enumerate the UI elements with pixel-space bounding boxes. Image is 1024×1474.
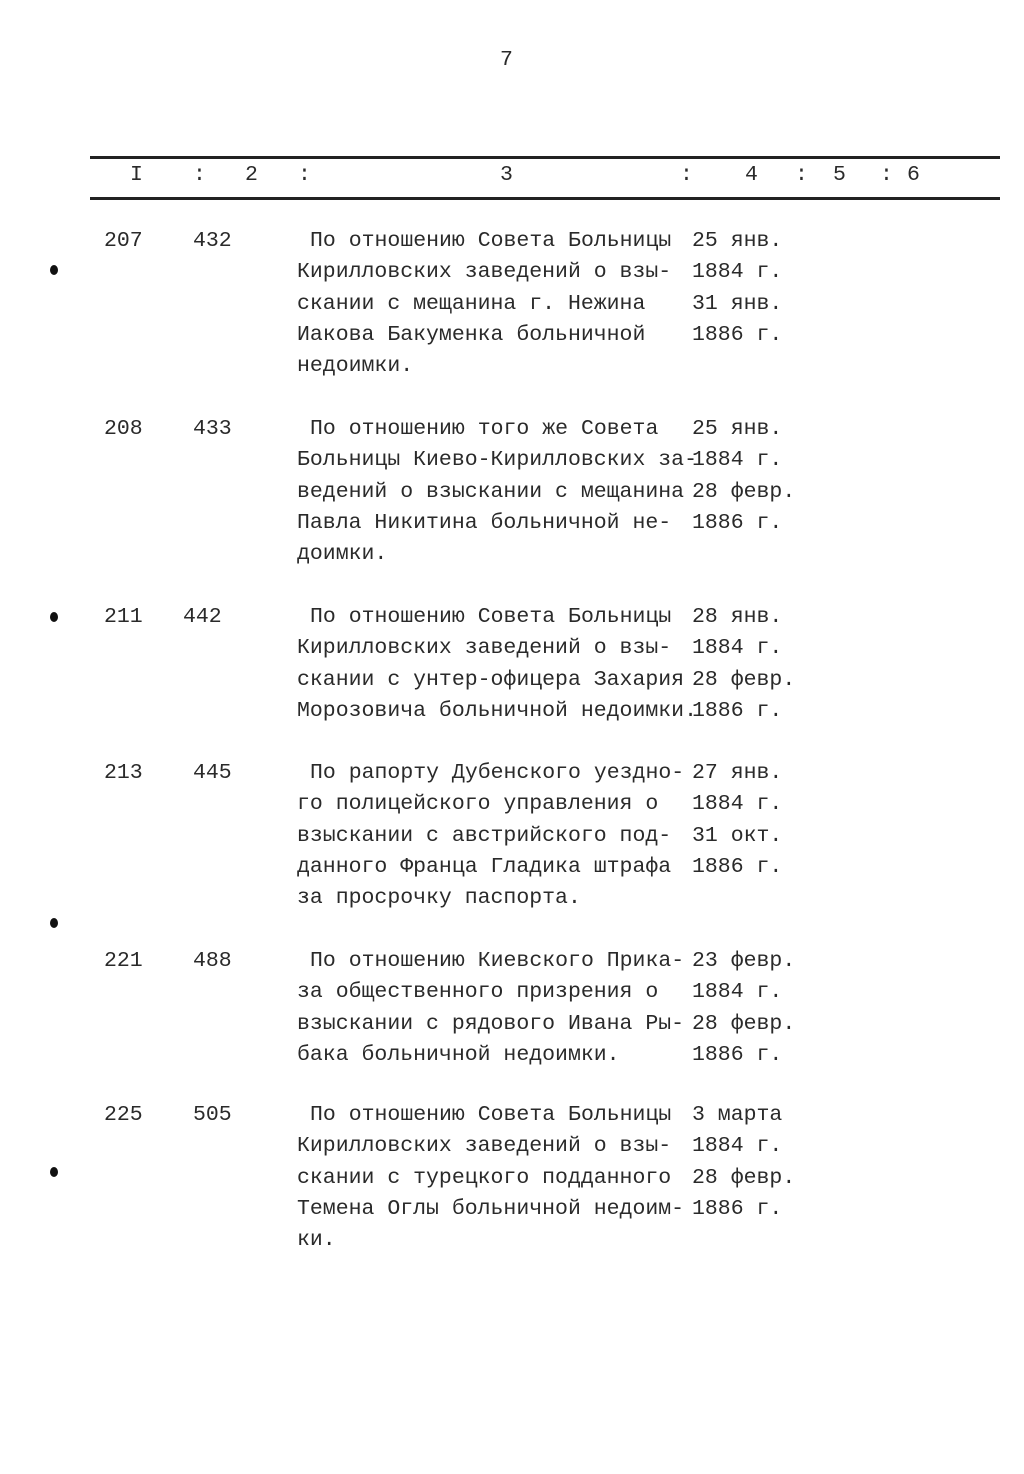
date-line: 23 февр. xyxy=(692,949,796,973)
description-line: Кирилловских заведений о взы- xyxy=(297,260,672,285)
header-bottom-rule xyxy=(90,197,1000,200)
entry-description xyxy=(297,1100,684,1256)
header-col4: 4 xyxy=(745,163,758,187)
header-sep: : xyxy=(680,163,693,187)
document-number: 432 xyxy=(193,229,232,253)
entry-number: 208 xyxy=(104,417,143,441)
header-sep: : xyxy=(298,163,311,187)
description-line: По отношению Киевского Прика- xyxy=(310,949,685,973)
description-line: за общественного призрения о xyxy=(297,980,659,1005)
header-col6: 6 xyxy=(907,163,920,187)
header-sep: : xyxy=(193,163,206,187)
description-line: По рапорту Дубенского уездно- xyxy=(310,761,685,785)
description-line: Темена Оглы больничной недоим- xyxy=(297,1196,685,1221)
header-col5: 5 xyxy=(833,163,846,187)
entry-description xyxy=(297,758,684,914)
entry-dates xyxy=(692,226,782,351)
date-line: 1886 г. xyxy=(692,1196,783,1221)
entry-number: 211 xyxy=(104,605,143,629)
description-line: По отношению того же Совета xyxy=(310,417,659,441)
document-number: 433 xyxy=(193,417,232,441)
entry-dates xyxy=(692,946,795,1071)
date-line: 1886 г. xyxy=(692,1042,783,1067)
header-col3: 3 xyxy=(500,163,513,187)
date-line: 31 янв. xyxy=(692,291,783,316)
date-line: 1884 г. xyxy=(692,448,783,473)
date-line: 28 янв. xyxy=(692,605,783,629)
date-line: 28 февр. xyxy=(692,479,796,504)
entry-description xyxy=(297,226,671,382)
date-line: 25 янв. xyxy=(692,229,783,253)
date-line: 1884 г. xyxy=(692,636,783,661)
description-line: Павла Никитина больничной не- xyxy=(297,510,672,535)
punch-hole-mark xyxy=(50,918,58,928)
description-line: Кирилловских заведений о взы- xyxy=(297,1134,672,1159)
entry-dates xyxy=(692,602,795,727)
entry-dates xyxy=(692,758,782,883)
description-line: скании с унтер-офицера Захария xyxy=(297,667,685,692)
header-col1: I xyxy=(130,163,143,187)
description-line: ведений о взыскании с мещанина xyxy=(297,479,685,504)
description-line: скании с мещанина г. Нежина xyxy=(297,291,646,316)
description-line: Кирилловских заведений о взы- xyxy=(297,636,672,661)
date-line: 28 февр. xyxy=(692,1011,796,1036)
document-number: 505 xyxy=(193,1103,232,1127)
entry-number: 207 xyxy=(104,229,143,253)
description-line: По отношению Совета Больницы xyxy=(310,229,672,253)
description-line: недоимки. xyxy=(297,354,414,379)
entry-number: 213 xyxy=(104,761,143,785)
description-line: Больницы Киево-Кирилловских за- xyxy=(297,448,697,473)
page-number: 7 xyxy=(500,48,513,72)
entry-description xyxy=(297,946,684,1071)
description-line: Иакова Бакуменка больничной xyxy=(297,322,646,347)
entry-dates xyxy=(692,1100,795,1225)
date-line: 1884 г. xyxy=(692,1134,783,1159)
description-line: скании с турецкого подданного xyxy=(297,1165,672,1190)
entry-description xyxy=(297,602,697,727)
entry-dates xyxy=(692,414,795,539)
description-line: ки. xyxy=(297,1228,336,1253)
document-number: 445 xyxy=(193,761,232,785)
date-line: 1884 г. xyxy=(692,980,783,1005)
date-line: 31 окт. xyxy=(692,823,783,848)
punch-hole-mark xyxy=(50,1167,58,1177)
description-line: доимки. xyxy=(297,542,388,567)
description-line: По отношению Совета Больницы xyxy=(310,605,672,629)
description-line: за просрочку паспорта. xyxy=(297,886,581,911)
date-line: 1884 г. xyxy=(692,260,783,285)
description-line: По отношению Совета Больницы xyxy=(310,1103,672,1127)
description-line: данного Франца Гладика штрафа xyxy=(297,854,672,879)
date-line: 3 марта xyxy=(692,1103,783,1127)
description-line: взыскании с рядового Ивана Ры- xyxy=(297,1011,685,1036)
header-sep: : xyxy=(795,163,808,187)
header-sep: : xyxy=(880,163,893,187)
document-number: 442 xyxy=(183,605,222,629)
description-line: го полицейского управления о xyxy=(297,792,659,817)
description-line: взыскании с австрийского под- xyxy=(297,823,672,848)
date-line: 1886 г. xyxy=(692,510,783,535)
entry-number: 221 xyxy=(104,949,143,973)
date-line: 1886 г. xyxy=(692,322,783,347)
date-line: 1886 г. xyxy=(692,698,783,723)
description-line: Морозовича больничной недоимки. xyxy=(297,698,697,723)
date-line: 1884 г. xyxy=(692,792,783,817)
description-line: бака больничной недоимки. xyxy=(297,1042,620,1067)
document-number: 488 xyxy=(193,949,232,973)
entry-description xyxy=(297,414,697,570)
date-line: 28 февр. xyxy=(692,1165,796,1190)
punch-hole-mark xyxy=(50,265,58,275)
entry-number: 225 xyxy=(104,1103,143,1127)
date-line: 1886 г. xyxy=(692,854,783,879)
punch-hole-mark xyxy=(50,612,58,622)
date-line: 28 февр. xyxy=(692,667,796,692)
header-col2: 2 xyxy=(245,163,258,187)
date-line: 25 янв. xyxy=(692,417,783,441)
date-line: 27 янв. xyxy=(692,761,783,785)
header-top-rule xyxy=(90,156,1000,159)
